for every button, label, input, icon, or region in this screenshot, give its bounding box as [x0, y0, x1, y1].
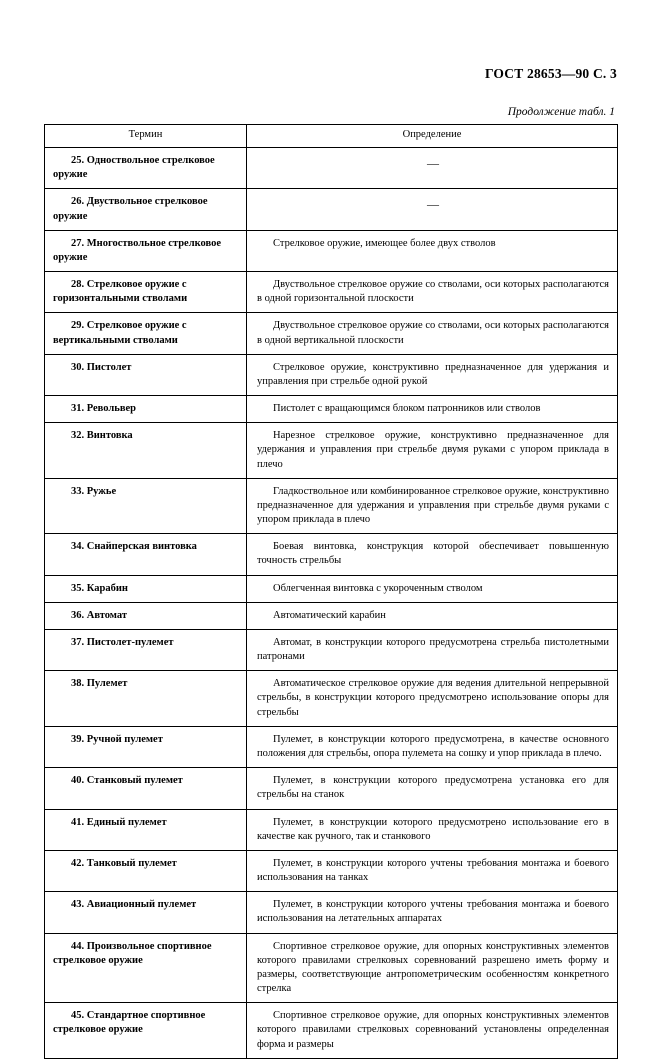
definition-text: — [427, 197, 439, 212]
table-row [45, 148, 618, 189]
term-cell [45, 726, 247, 767]
definition-text: Пулемет, в конструкции которого предусмотрена установка его для стрельбы на станок [257, 775, 609, 801]
term-text: 30. Пистолет [71, 361, 132, 373]
term-text: 26. Двуствольное стрелковое оружие [53, 196, 208, 222]
definition-cell [247, 602, 618, 629]
term-text: 41. Единый пулемет [71, 816, 167, 828]
term-cell [45, 892, 247, 933]
column-header-definition: Определение [247, 125, 618, 148]
definition-cell [247, 1003, 618, 1059]
table-row [45, 313, 618, 354]
definition-cell [247, 423, 618, 479]
term-cell [45, 230, 247, 271]
definition-text: Пулемет, в конструкции которого предусмотрена, в качестве основного положения для стрельбы, опора пулемета на сошку и упор приклада в плечо. [257, 733, 609, 759]
definition-cell [247, 575, 618, 602]
definition-cell [247, 671, 618, 727]
term-text: 45. Стандартное спортивное стрелковое оружие [53, 1010, 206, 1036]
definition-cell [247, 148, 618, 189]
definition-text: Пулемет, в конструкции которого учтены требования монтажа и боевого использования на танках [257, 857, 609, 884]
table-header-row [45, 125, 618, 148]
definition-cell [247, 396, 618, 423]
term-text: 42. Танковый пулемет [71, 857, 177, 869]
definition-cell [247, 629, 618, 670]
term-text: 27. Многоствольное стрелковое оружие [53, 237, 222, 263]
term-text: 32. Винтовка [71, 430, 133, 442]
definition-text: — [427, 156, 439, 170]
definition-cell [247, 230, 618, 271]
table-row [45, 534, 618, 575]
definition-text: Стрелковое оружие, имеющее более двух стволов [273, 237, 496, 249]
term-cell [45, 809, 247, 850]
term-cell [45, 423, 247, 479]
table-row [45, 629, 618, 670]
definition-text: Пистолет с вращающимся блоком патронников или стволов [273, 403, 541, 415]
table-row [45, 1003, 618, 1059]
definition-text: Спортивное стрелковое оружие, для опорных конструктивных элементов которого правилами стрелковых соревнований установлены определенная форма и размеры [257, 1010, 609, 1050]
table-row [45, 189, 618, 230]
definition-text: Двуствольное стрелковое оружие со стволами, оси которых располагаются в одной вертикальной плоскости [257, 320, 609, 346]
term-text: 28. Стрелковое оружие с горизонтальными стволами [53, 279, 188, 305]
term-cell [45, 313, 247, 354]
definition-cell [247, 354, 618, 395]
page-header: ГОСТ 28653—90 С. 3 [484, 66, 617, 81]
term-text: 33. Ружье [71, 485, 117, 497]
table-row [45, 230, 618, 271]
term-text: 44. Произвольное спортивное стрелковое оружие [53, 940, 212, 966]
term-cell [45, 629, 247, 670]
term-text: 39. Ручной пулемет [71, 733, 163, 745]
term-cell [45, 602, 247, 629]
definition-text: Автомат, в конструкции которого предусмотрена стрельба пистолетными патронами [257, 636, 609, 663]
definition-cell [247, 534, 618, 575]
term-text: 36. Автомат [71, 609, 128, 621]
definition-text: Пулемет, в конструкции которого учтены требования монтажа и боевого использования на летательных аппаратах [257, 899, 609, 925]
definition-cell [247, 768, 618, 809]
definition-cell [247, 189, 618, 230]
table-row [45, 809, 618, 850]
definition-cell [247, 933, 618, 1003]
term-text: 34. Снайперская винтовка [71, 541, 197, 553]
table-row [45, 726, 618, 767]
term-cell [45, 272, 247, 313]
definition-text: Нарезное стрелковое оружие, конструктивно предназначенное для удержания и управления при стрельбе двумя руками с упором приклада в плечо [257, 430, 609, 470]
table-row [45, 892, 618, 933]
definition-text: Стрелковое оружие, конструктивно предназначенное для удержания и управления при стрельбе одной рукой [257, 361, 609, 387]
term-cell [45, 396, 247, 423]
table-row [45, 768, 618, 809]
term-text: 31. Револьвер [71, 403, 137, 415]
definition-text: Автоматическое стрелковое оружие для ведения длительной непрерывной стрельбы, в конструкции которого предусмотрено использование опоры для стрельбы [257, 678, 609, 718]
table-row [45, 671, 618, 727]
definition-text: Гладкоствольное или комбинированное стрелковое оружие, конструктивно предназначенное для удержания и управления при стрельбе двумя руками с упором приклада в плечо [257, 485, 609, 526]
terms-table [44, 124, 618, 1059]
continuation-note: Продолжение табл. 1 [507, 106, 615, 118]
term-cell [45, 768, 247, 809]
table-body [45, 148, 618, 1059]
term-cell [45, 148, 247, 189]
table-row [45, 933, 618, 1003]
term-cell [45, 354, 247, 395]
table-row [45, 602, 618, 629]
table-row [45, 272, 618, 313]
term-text: 40. Станковый пулемет [71, 775, 183, 787]
column-header-term: Термин [45, 125, 247, 148]
definition-cell [247, 478, 618, 534]
term-text: 35. Карабин [71, 582, 128, 594]
table-row [45, 478, 618, 534]
definition-text: Двуствольное стрелковое оружие со стволами, оси которых располагаются в одной горизонтальной плоскости [257, 279, 609, 305]
term-cell [45, 575, 247, 602]
term-cell [45, 933, 247, 1003]
definition-text: Пулемет, в конструкции которого предусмотрено использование его в качестве как ручного, так и станкового [257, 816, 609, 842]
table-row [45, 423, 618, 479]
definition-text: Автоматический карабин [273, 609, 386, 621]
term-cell [45, 478, 247, 534]
definition-cell [247, 313, 618, 354]
term-text: 25. Одноствольное стрелковое оружие [53, 155, 215, 181]
table-row [45, 575, 618, 602]
table-row [45, 850, 618, 891]
definition-text: Боевая винтовка, конструкция которой обеспечивает повышенную точность стрельбы [257, 541, 609, 567]
definition-text: Облегченная винтовка с укороченным стволом [273, 582, 483, 594]
term-text: 29. Стрелковое оружие с вертикальными стволами [53, 320, 187, 346]
table-row [45, 396, 618, 423]
term-cell [45, 534, 247, 575]
definition-cell [247, 892, 618, 933]
definition-cell [247, 272, 618, 313]
definition-cell [247, 809, 618, 850]
term-cell [45, 189, 247, 230]
definition-cell [247, 850, 618, 891]
definition-text: Спортивное стрелковое оружие, для опорных конструктивных элементов которого правилами стрелковых соревнований разрешено иметь форму и размеры, соответствующие антропометрическим особенностям конкретного стрелка [257, 940, 609, 995]
term-text: 43. Авиационный пулемет [71, 899, 197, 911]
term-cell [45, 1003, 247, 1059]
term-cell [45, 850, 247, 891]
term-cell [45, 671, 247, 727]
definition-cell [247, 726, 618, 767]
table-row [45, 354, 618, 395]
term-text: 37. Пистолет-пулемет [71, 636, 174, 648]
term-text: 38. Пулемет [71, 678, 128, 690]
